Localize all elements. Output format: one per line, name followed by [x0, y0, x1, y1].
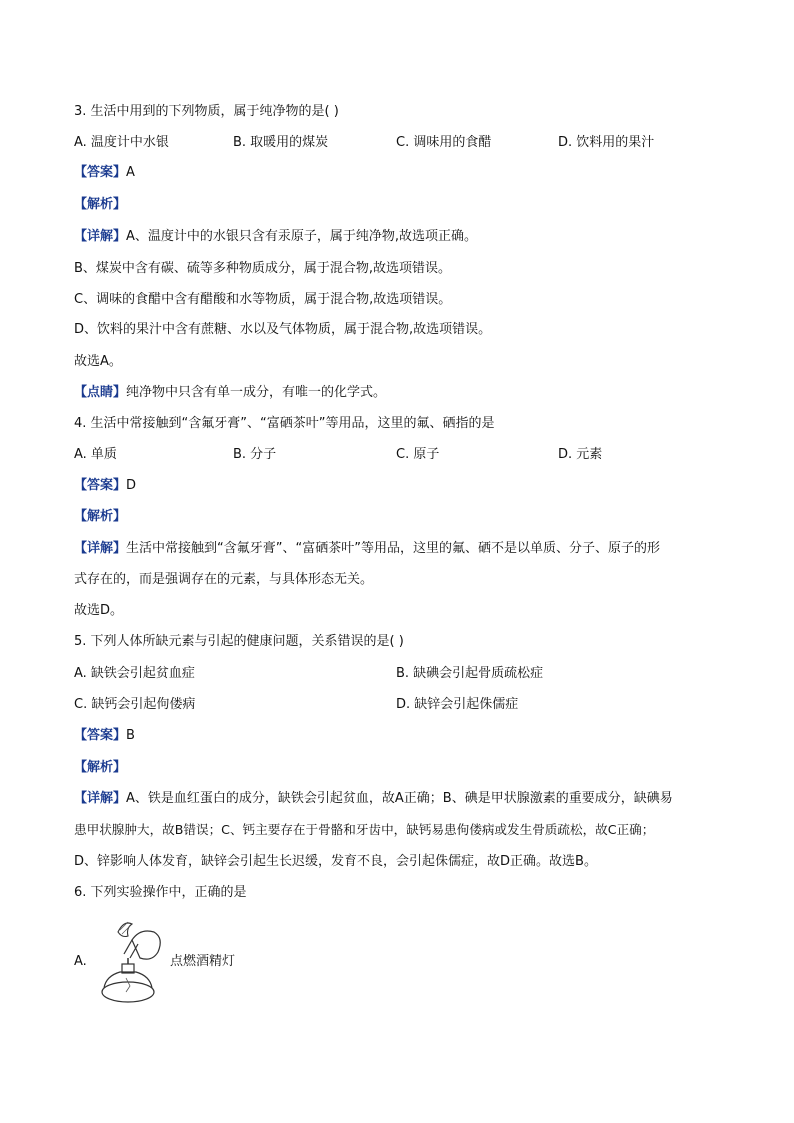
q5-detail-cont: 患甲状腺肿大，故B错误；C、钙主要存在于骨骼和牙齿中，缺钙易患佝偻病或发生骨质疏松，故C正确； — [74, 822, 655, 837]
q3-conclusion: 故选A。 — [74, 354, 122, 369]
q4-option-a: A. 单质 — [74, 447, 117, 462]
detail-tag: 【详解】 — [74, 791, 127, 806]
q3-option-b: B. 取暖用的煤炭 — [233, 135, 329, 150]
q3-option-d: D. 饮料用的果汁 — [558, 135, 655, 150]
comment-tag: 【点睛】 — [74, 385, 127, 400]
answer-tag: 【答案】 — [74, 165, 127, 180]
alcohol-lamp-illustration — [98, 918, 168, 1008]
q5-option-b: B. 缺碘会引起骨质疏松症 — [396, 666, 544, 681]
q3-detail-b: B、煤炭中含有碳、硫等多种物质成分，属于混合物,故选项错误。 — [74, 261, 452, 276]
q3-stem: 3. 生活中用到的下列物质，属于纯净物的是( ) — [74, 104, 339, 119]
q4-option-b: B. 分子 — [233, 447, 277, 462]
q4-analysis-tag: 【解析】 — [74, 509, 127, 524]
q6-stem: 6. 下列实验操作中，正确的是 — [74, 885, 247, 900]
q3-option-c: C. 调味用的食醋 — [396, 135, 492, 150]
answer-tag: 【答案】 — [74, 728, 127, 743]
detail-tag: 【详解】 — [74, 229, 127, 244]
q3-detail-c: C、调味的食醋中含有醋酸和水等物质，属于混合物,故选项错误。 — [74, 292, 452, 307]
q3-answer: A — [126, 165, 135, 180]
q3-detail-line: 【详解】A、温度计中的水银只含有汞原子，属于纯净物,故选项正确。 — [74, 229, 478, 244]
q6-option-a-label: A. — [74, 954, 87, 969]
q5-answer: B — [126, 728, 135, 743]
detail-tag: 【详解】 — [74, 541, 127, 556]
q5-stem: 5. 下列人体所缺元素与引起的健康问题，关系错误的是( ) — [74, 634, 404, 649]
q6-option-a — [74, 918, 274, 1008]
q4-option-c: C. 原子 — [396, 447, 440, 462]
q3-comment-line: 【点睛】纯净物中只含有单一成分，有唯一的化学式。 — [74, 385, 387, 400]
q5-option-d: D. 缺锌会引起侏儒症 — [396, 697, 519, 712]
q3-answer-line — [74, 165, 135, 181]
q3-analysis-tag: 【解析】 — [74, 197, 127, 212]
q4-conclusion: 故选D。 — [74, 603, 124, 618]
q4-answer: D — [126, 478, 137, 493]
q5-option-c: C. 缺钙会引起佝偻病 — [74, 697, 196, 712]
q5-detail-line: 【详解】A、铁是血红蛋白的成分，缺铁会引起贫血，故A正确；B、碘是甲状腺激素的重要成分，缺碘易 — [74, 791, 673, 806]
q3-option-a: A. 温度计中水银 — [74, 135, 169, 150]
q3-detail-d: D、饮料的果汁中含有蔗糖、水以及气体物质，属于混合物,故选项错误。 — [74, 322, 492, 337]
q4-answer-line — [74, 478, 136, 494]
q5-analysis-tag: 【解析】 — [74, 760, 127, 775]
q5-detail-end: D、锌影响人体发育，缺锌会引起生长迟缓，发育不良，会引起侏儒症，故D正确。故选B。 — [74, 854, 597, 869]
answer-tag: 【答案】 — [74, 478, 127, 493]
q6-option-a-caption: 点燃酒精灯 — [170, 954, 236, 969]
q5-option-a: A. 缺铁会引起贫血症 — [74, 666, 195, 681]
q4-detail-cont: 式存在的，而是强调存在的元素，与具体形态无关。 — [74, 572, 374, 587]
q5-answer-line — [74, 728, 135, 744]
q4-detail-line: 【详解】生活中常接触到“含氟牙膏”、“富硒茶叶”等用品，这里的氟、硒不是以单质、分子、原子的形 — [74, 541, 660, 556]
q4-stem: 4. 生活中常接触到“含氟牙膏”、“富硒茶叶”等用品，这里的氟、硒指的是 — [74, 416, 495, 431]
q4-option-d: D. 元素 — [558, 447, 603, 462]
